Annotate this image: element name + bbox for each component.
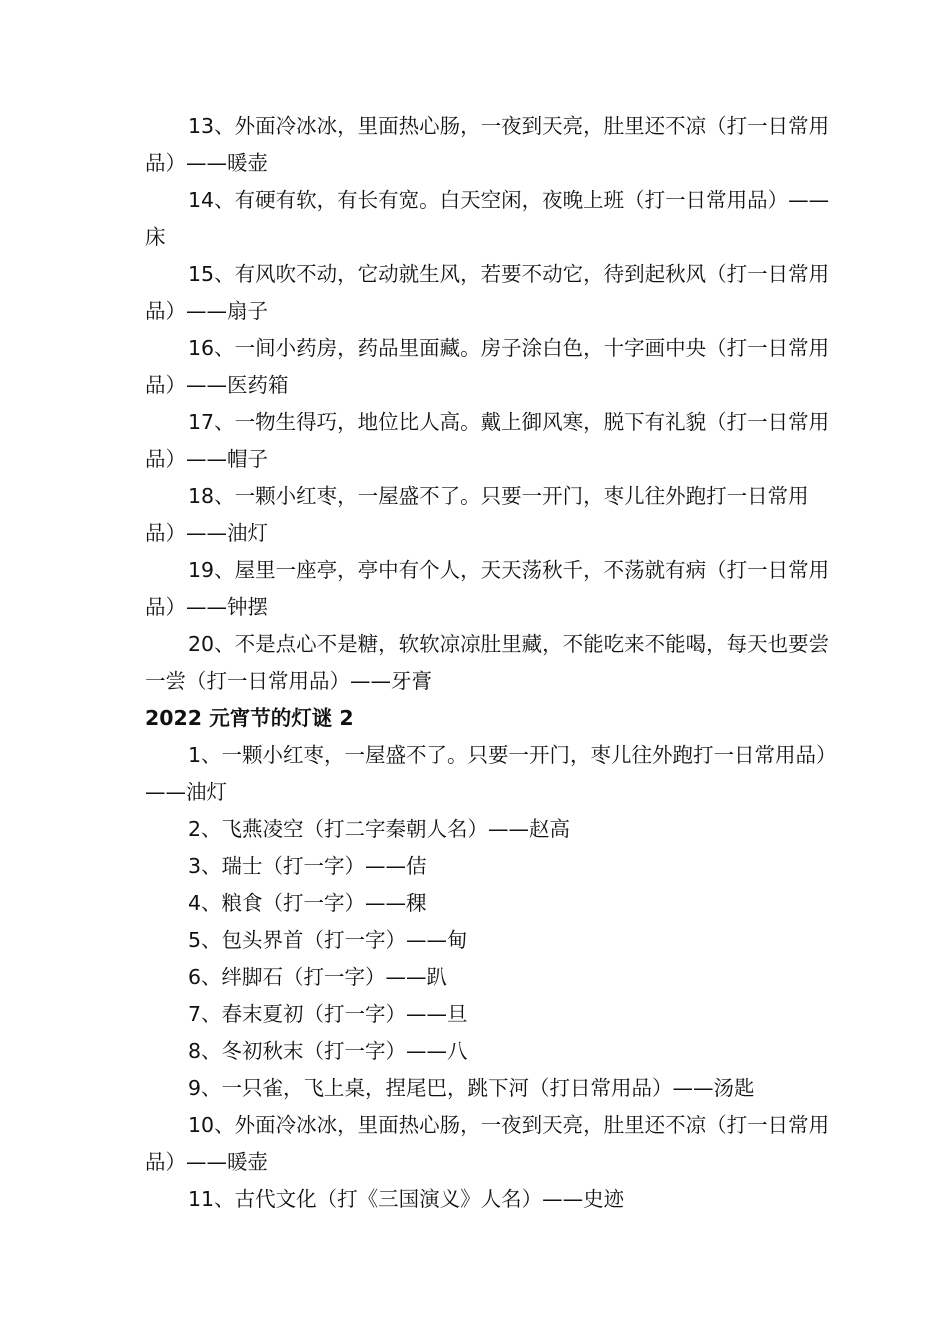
riddle-item-11: 11、古代文化（打《三国演义》人名）——史迹	[188, 1187, 625, 1211]
riddle-item-7: 7、春末夏初（打一字）——旦	[188, 1002, 468, 1026]
riddle-item-9: 9、一只雀，飞上桌，捏尾巴，跳下河（打日常用品）——汤匙	[188, 1076, 755, 1100]
riddle-item-20: 20、不是点心不是糖，软软凉凉肚里藏，不能吃来不能喝，每天也要尝一尝（打一日常用品）——牙膏	[145, 632, 830, 693]
riddle-item-16: 16、一间小药房，药品里面藏。房子涂白色，十字画中央（打一日常用品）——医药箱	[145, 336, 830, 397]
riddle-item-3: 3、瑞士（打一字）——佶	[188, 854, 427, 878]
riddle-item-6: 6、绊脚石（打一字）——趴	[188, 965, 448, 989]
riddle-item-14: 14、有硬有软，有长有宽。白天空闲，夜晚上班（打一日常用品）——床	[145, 188, 830, 249]
riddle-item-18: 18、一颗小红枣，一屋盛不了。只要一开门，枣儿往外跑打一日常用品）——油灯	[145, 484, 809, 545]
riddle-item-17: 17、一物生得巧，地位比人高。戴上御风寒，脱下有礼貌（打一日常用品）——帽子	[145, 410, 830, 471]
riddle-item-2: 2、飞燕凌空（打二字秦朝人名）——赵高	[188, 817, 571, 841]
riddle-item-1: 1、一颗小红枣，一屋盛不了。只要一开门，枣儿往外跑打一日常用品）——油灯	[145, 743, 827, 804]
riddle-item-10: 10、外面冷冰冰，里面热心肠，一夜到天亮，肚里还不凉（打一日常用品）——暖壶	[145, 1113, 830, 1174]
section-heading: 2022 元宵节的灯谜 2	[145, 706, 354, 730]
riddle-item-13: 13、外面冷冰冰，里面热心肠，一夜到天亮，肚里还不凉（打一日常用品）——暖壶	[145, 114, 830, 175]
riddle-item-19: 19、屋里一座亭，亭中有个人，天天荡秋千，不荡就有病（打一日常用品）——钟摆	[145, 558, 830, 619]
riddle-item-15: 15、有风吹不动，它动就生风，若要不动它，待到起秋风（打一日常用品）——扇子	[145, 262, 830, 323]
riddle-item-8: 8、冬初秋末（打一字）——八	[188, 1039, 468, 1063]
document-page	[145, 108, 830, 1218]
riddle-item-4: 4、粮食（打一字）——稞	[188, 891, 427, 915]
riddle-item-5: 5、包头界首（打一字）——甸	[188, 928, 468, 952]
